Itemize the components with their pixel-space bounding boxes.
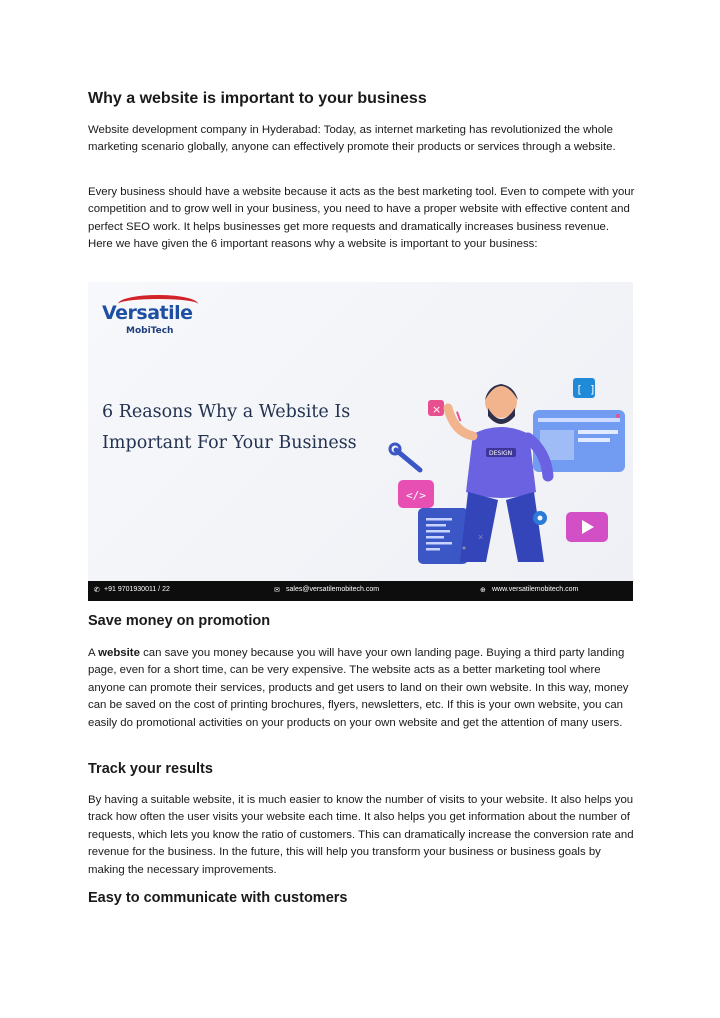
banner-contact-bar bbox=[88, 581, 633, 601]
banner-website: www.versatilemobitech.com bbox=[492, 586, 579, 593]
svg-text:×: × bbox=[432, 403, 442, 416]
paragraph-track-results: By having a suitable website, it is much easier to know the number of visits to your website. It also helps you track how often the user visits your website each time. It also helps you get information about the number of requests, which lets you know the ratio of customers. This can dramatically increase the conversion rate and revenue for the business. In the future, this will help you transform your business or business goals by making the necessary improvements. bbox=[88, 794, 634, 876]
versatile-logo bbox=[102, 298, 194, 338]
person-legs bbox=[460, 492, 498, 562]
phone-icon: ✆ bbox=[94, 587, 100, 594]
heading-save-money: Save money on promotion bbox=[88, 613, 271, 629]
intro-paragraph-2: Every business should have a website because it acts as the best marketing tool. Even to compete with your competition and to grow well in your business, you need to have a proper website with effective content and perfect SEO work. It helps businesses get more requests and dramatically increases business revenue. Here we have given the 6 important reasons why a website is important to your business: bbox=[88, 186, 635, 251]
lead-text: A bbox=[88, 647, 99, 659]
globe-icon: ⊕ bbox=[480, 587, 486, 594]
svg-text:</>: </> bbox=[406, 489, 426, 502]
save-money-body: can save you money because you will have your own landing page. Buying a third party landing page, even for a short time, can be very expensive. The website acts as a better marketing tool where anyone can promote their services, products and get users to land on their own website. In this way, money can be saved on the cost of printing brochures, flyers, newsletters, etc. If this is your own website, you can easily do promotional activities on your products on your own website and get the attention of many users. bbox=[88, 647, 629, 729]
logo-text-bottom: MobiTech bbox=[126, 326, 174, 336]
website-bold-link: website bbox=[98, 647, 140, 659]
heading-track-results: Track your results bbox=[88, 761, 213, 777]
banner-headline-line-1: 6 Reasons Why a Website Is bbox=[102, 402, 351, 422]
email-icon: ✉ bbox=[274, 587, 280, 594]
svg-text:[ ]: [ ] bbox=[576, 383, 596, 396]
developer-illustration bbox=[368, 372, 633, 577]
page-title: Why a website is important to your business bbox=[88, 90, 427, 107]
banner-image bbox=[88, 282, 633, 601]
banner-email: sales@versatilemobitech.com bbox=[286, 586, 380, 593]
logo-text-top: Versatile bbox=[102, 302, 193, 324]
intro-paragraph-1: Website development company in Hyderabad: Today, as internet marketing has revolutionized the whole marketing scenario globally, anyone can effectively promote their products or services through a website. bbox=[88, 124, 616, 154]
paragraph-save-money bbox=[88, 645, 636, 732]
svg-text:×: × bbox=[478, 532, 484, 542]
heading-easy-communicate: Easy to communicate with customers bbox=[88, 890, 348, 906]
banner-phone: +91 9701930011 / 22 bbox=[104, 586, 170, 593]
shirt-label: DESIGN bbox=[489, 450, 513, 457]
banner-headline bbox=[102, 397, 372, 459]
banner-headline-line-2: Important For Your Business bbox=[102, 433, 357, 453]
